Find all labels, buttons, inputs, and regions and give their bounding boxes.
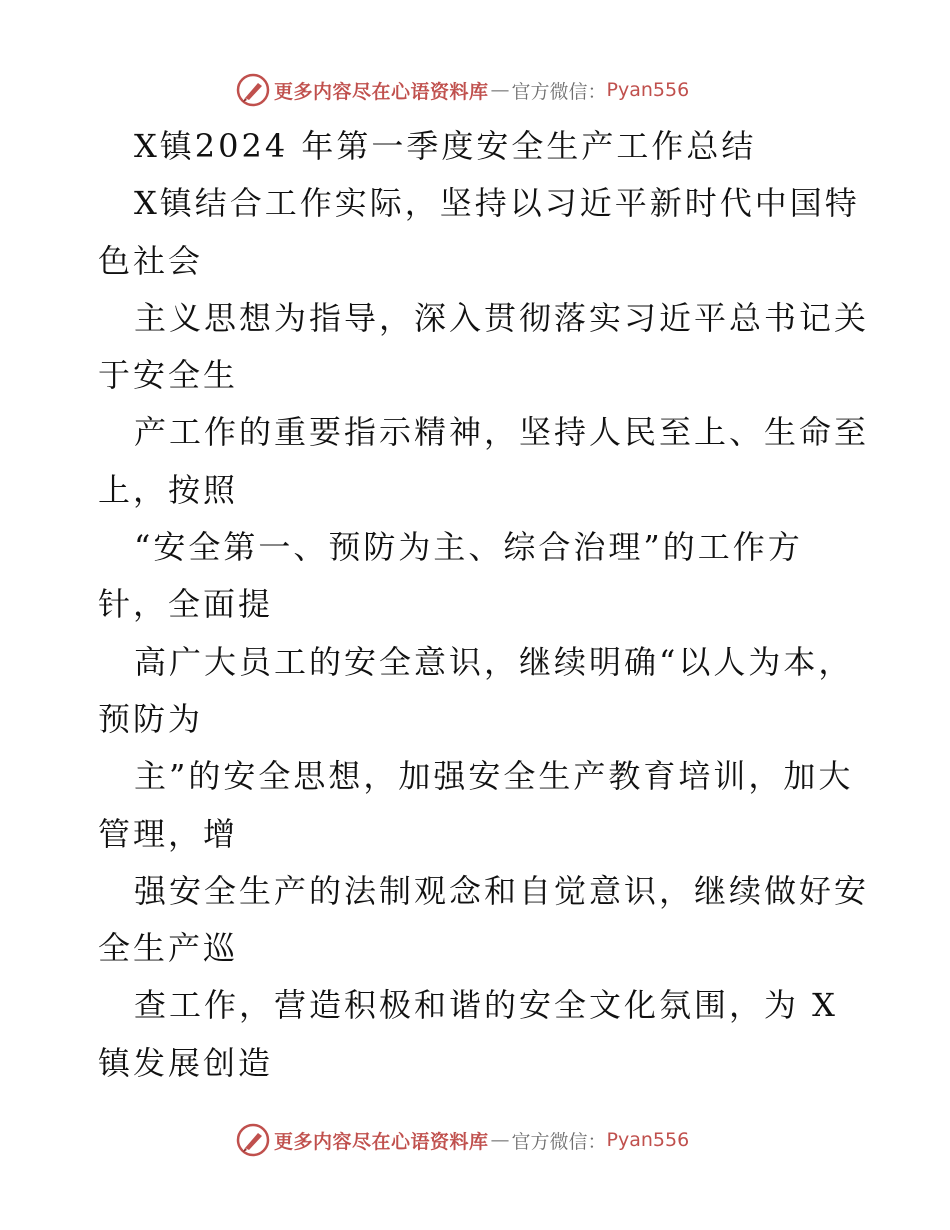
quill-pen-logo-icon [236,1123,270,1157]
body-line: 色社会 [98,241,204,280]
footer-watermark [236,1122,689,1158]
body-line: “安全第一、预防为主、综合治理”的工作方 [134,528,803,567]
body-line: 主义思想为指导，深入贯彻落实习近平总书记关 [134,298,870,337]
watermark-official-label: 官方微信： [511,80,607,103]
watermark-wechat-id: Pyan556 [606,79,690,101]
body-line: 强安全生产的法制观念和自觉意识，继续做好安 [134,871,870,910]
body-line: 全生产巡 [98,929,239,968]
body-line: 镇发展创造 [98,1043,274,1082]
watermark-brand-text: 更多内容尽在心语资料库 [274,80,489,103]
body-line: X镇结合工作实际，坚持以习近平新时代中国特 [134,184,860,223]
body-line: 于安全生 [98,356,239,395]
body-line: 主”的安全思想，加强安全生产教育培训，加大 [134,757,854,796]
body-line: 上，按照 [98,470,239,509]
body-line: 查工作，营造积极和谐的安全文化氛围，为 X [134,986,838,1025]
watermark-wechat-id: Pyan556 [606,1129,690,1151]
watermark-dash: — [490,79,510,101]
watermark-official-label: 官方微信： [511,1130,607,1153]
watermark-brand-text: 更多内容尽在心语资料库 [274,1130,489,1153]
body-line: 管理，增 [98,814,239,853]
body-line: 产工作的重要指示精神，坚持人民至上、生命至 [134,413,870,452]
quill-pen-logo-icon [236,73,270,107]
body-line: 针，全面提 [98,585,274,624]
header-watermark [236,72,689,108]
document-body [98,118,870,1092]
watermark-dash: — [490,1129,510,1151]
body-line: 预防为 [98,699,204,738]
body-line: 高广大员工的安全意识，继续明确“以人为本， [134,642,854,681]
document-title: X镇2024 年第一季度安全生产工作总结 [134,127,757,165]
